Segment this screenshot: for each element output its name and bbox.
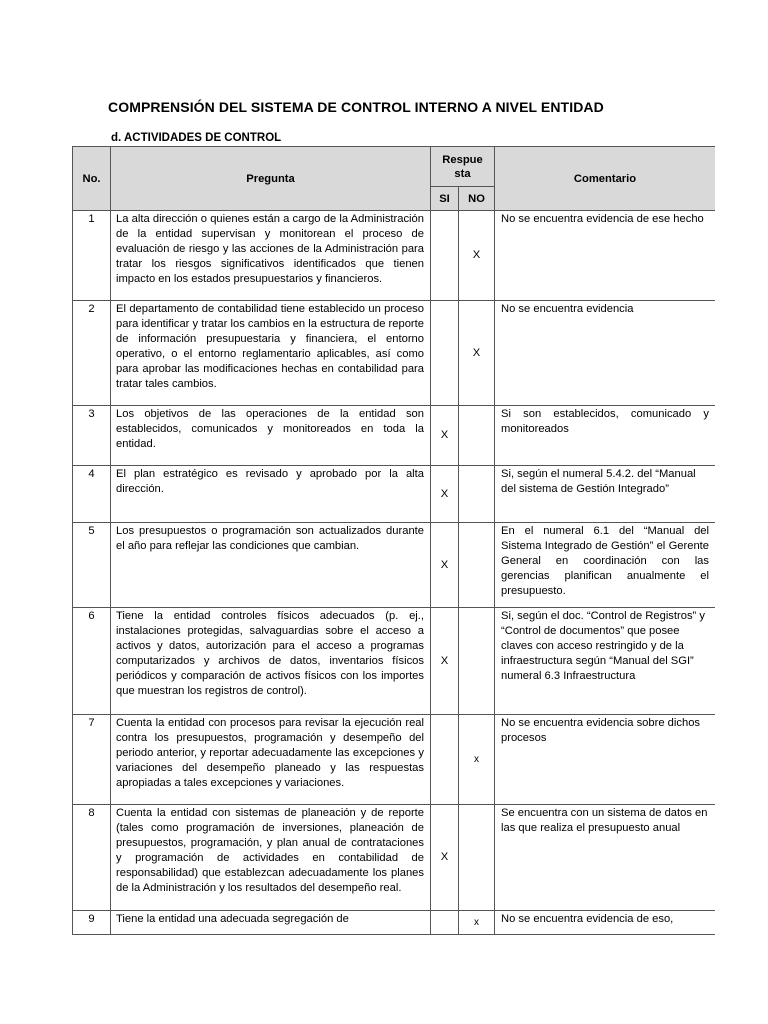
answer-no-cell: X: [459, 301, 495, 406]
header-comentario: Comentario: [495, 147, 715, 211]
header-no-answer: NO: [459, 187, 495, 211]
question-cell: La alta dirección o quienes están a cargo de la Administración de la entidad supervisan y monitorean el proceso de evaluación de riesgo y las acciones de la Administración para tratar los riesgos significativos identificados que tienen impacto en los estados presupuestarios y financieros.: [111, 211, 431, 301]
comment-cell: Se encuentra con un sistema de datos en las que realiza el presupuesto anual: [495, 805, 715, 911]
table-row: [73, 406, 716, 466]
control-activities-table-container: [72, 146, 715, 936]
comment-cell: Si, según el doc. “Control de Registros” y “Control de documentos” que posee claves con acceso restringido y de la infraestructura según “Manual del SGI” numeral 6.3 Infraestructura: [495, 608, 715, 715]
row-number: 2: [73, 301, 111, 406]
table-row: [73, 466, 716, 523]
row-number: 3: [73, 406, 111, 466]
comment-cell: No se encuentra evidencia de ese hecho: [495, 211, 715, 301]
question-cell: Tiene la entidad una adecuada segregación de: [111, 911, 431, 935]
comment-cell: Si, según el numeral 5.4.2. del “Manual del sistema de Gestión Integrado”: [495, 466, 715, 523]
table-row: [73, 523, 716, 608]
row-number: 9: [73, 911, 111, 935]
header-no: No.: [73, 147, 111, 211]
row-number: 6: [73, 608, 111, 715]
comment-cell: No se encuentra evidencia sobre dichos procesos: [495, 715, 715, 805]
row-number: 7: [73, 715, 111, 805]
question-cell: Cuenta la entidad con procesos para revisar la ejecución real contra los presupuestos, programación y desempeño del periodo anterior, y reportar adecuadamente las excepciones y variaciones del desempeño planeado y las respuestas apropiadas a tales excepciones y variaciones.: [111, 715, 431, 805]
question-cell: Los objetivos de las operaciones de la entidad son establecidos, comunicados y monitoreados en toda la entidad.: [111, 406, 431, 466]
table-row: [73, 608, 716, 715]
answer-no-cell: X: [459, 211, 495, 301]
document-title: COMPRENSIÓN DEL SISTEMA DE CONTROL INTERNO A NIVEL ENTIDAD: [108, 99, 604, 115]
table-row: [73, 715, 716, 805]
answer-no-cell: [459, 466, 495, 523]
answer-si-cell: [431, 911, 459, 935]
answer-si-cell: X: [431, 406, 459, 466]
answer-si-cell: X: [431, 466, 459, 523]
row-number: 5: [73, 523, 111, 608]
row-number: 1: [73, 211, 111, 301]
answer-no-cell: [459, 608, 495, 715]
answer-si-cell: X: [431, 523, 459, 608]
header-respuesta: Respue sta: [431, 147, 495, 187]
answer-no-cell: x: [459, 715, 495, 805]
comment-cell: Si son establecidos, comunicado y monitoreados: [495, 406, 715, 466]
comment-cell: En el numeral 6.1 del “Manual del Sistema Integrado de Gestión” el Gerente General en coordinación con las gerencias planifican anualmente el presupuesto.: [495, 523, 715, 608]
answer-no-cell: [459, 406, 495, 466]
comment-cell: No se encuentra evidencia de eso,: [495, 911, 715, 935]
answer-si-cell: [431, 301, 459, 406]
answer-no-cell: x: [459, 911, 495, 935]
question-cell: El departamento de contabilidad tiene establecido un proceso para identificar y tratar los cambios en la estructura de reporte de información presupuestaria y financiera, el entorno operativo, o el entorno reglamentario aplicables, así como para aprobar las modificaciones hechas en contabilidad para tratar tales cambios.: [111, 301, 431, 406]
header-si: SI: [431, 187, 459, 211]
answer-no-cell: [459, 523, 495, 608]
answer-si-cell: X: [431, 608, 459, 715]
comment-cell: No se encuentra evidencia: [495, 301, 715, 406]
control-activities-table: [72, 146, 715, 935]
question-cell: Los presupuestos o programación son actualizados durante el año para reflejar las condiciones que cambian.: [111, 523, 431, 608]
table-row: [73, 211, 716, 301]
question-cell: Tiene la entidad controles físicos adecuados (p. ej., instalaciones protegidas, salvaguardias sobre el acceso a activos y datos, autorización para el acceso a programas computarizados y archivos de datos, inventarios físicos periódicos y comparación de activos físicos con los importes que muestran los registros de control).: [111, 608, 431, 715]
answer-no-cell: [459, 805, 495, 911]
answer-si-cell: [431, 715, 459, 805]
row-number: 4: [73, 466, 111, 523]
question-cell: Cuenta la entidad con sistemas de planeación y de reporte (tales como programación de inversiones, planeación de presupuestos, programación, y plan anual de contrataciones y programación de actividades en contabilidad de responsabilidad) que establezcan adecuadamente los planes de la Administración y los resultados del desempeño real.: [111, 805, 431, 911]
question-cell: El plan estratégico es revisado y aprobado por la alta dirección.: [111, 466, 431, 523]
section-heading: d. ACTIVIDADES DE CONTROL: [111, 132, 282, 144]
answer-si-cell: [431, 211, 459, 301]
table-row: [73, 911, 716, 935]
table-row: [73, 301, 716, 406]
header-pregunta: Pregunta: [111, 147, 431, 211]
answer-si-cell: X: [431, 805, 459, 911]
row-number: 8: [73, 805, 111, 911]
table-row: [73, 805, 716, 911]
